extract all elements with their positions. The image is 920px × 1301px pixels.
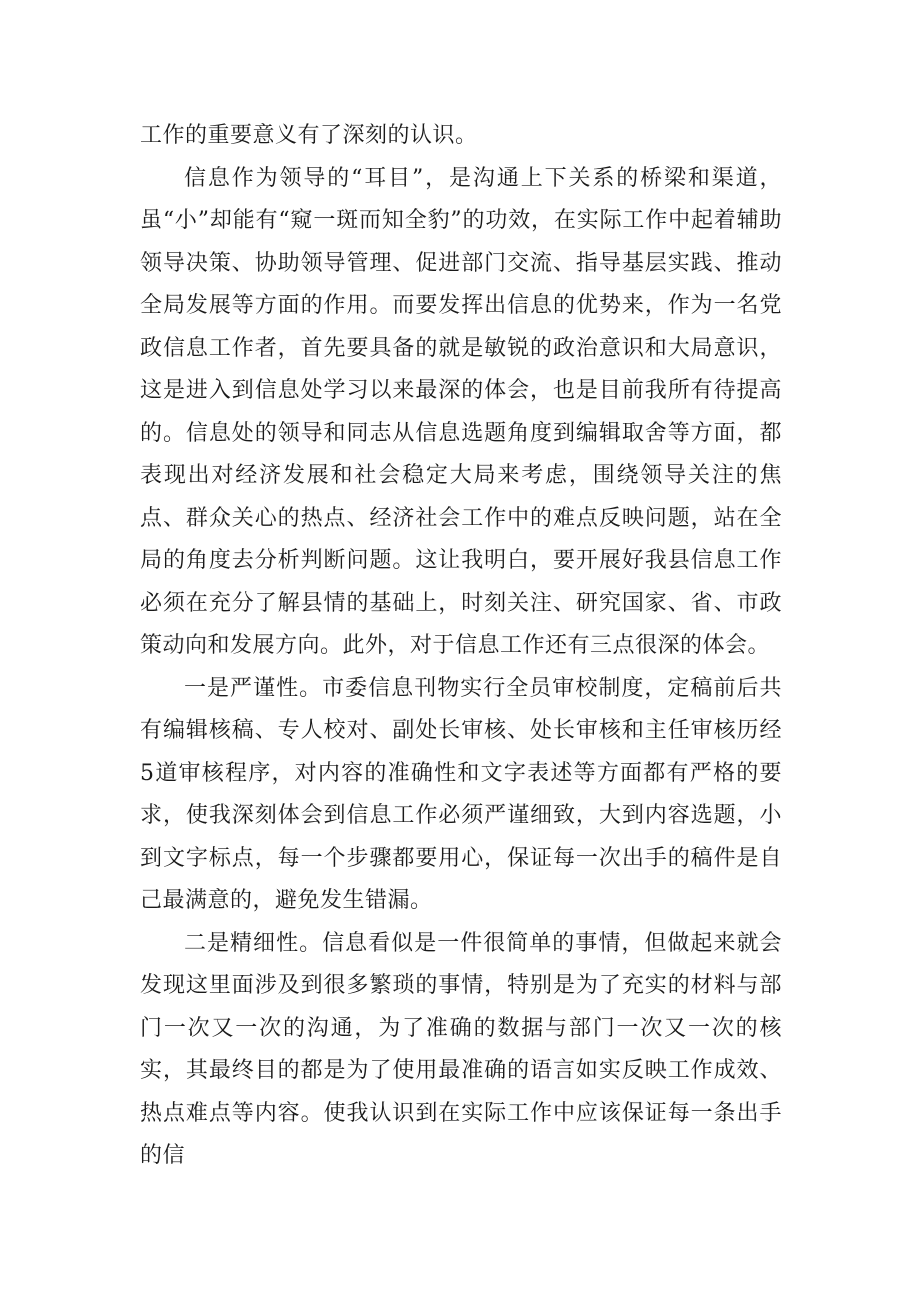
paragraph-information-role: 信息作为领导的“耳目”，是沟通上下关系的桥梁和渠道，虽“小”却能有“窥一斑而知全豹”的功效，在实际工作中起着辅助领导决策、协助领导管理、促进部门交流、指导基层实践、推动全局发展等方面的作用。而要发挥出信息的优势来，作为一名党政信息工作者，首先要具备的就是敏锐的政治意识和大局意识，这是进入到信息处学习以来最深的体会，也是目前我所有待提高的。信息处的领导和同志从信息选题角度到编辑取舍等方面，都表现出对经济发展和社会稳定大局来考虑，围绕领导关注的焦点、群众关心的热点、经济社会工作中的难点反映问题，站在全局的角度去分析判断问题。这让我明白，要开展好我县信息工作必须在充分了解县情的基础上，时刻关注、研究国家、省、市政策动向和发展方向。此外，对于信息工作还有三点很深的体会。 [140, 165, 782, 658]
paragraph-precision: 二是精细性。信息看似是一件很简单的事情，但做起来就会发现这里面涉及到很多繁琐的事情，特别是为了充实的材料与部门一次又一次的沟通，为了准确的数据与部门一次又一次的核实，其最终目的都是为了使用最准确的语言如实反映工作成效、热点难点等内容。使我认识到在实际工作中应该保证每一条出手的信 [140, 930, 782, 1168]
document-page [140, 115, 782, 1178]
paragraph-rigor: 一是严谨性。市委信息刊物实行全员审校制度，定稿前后共有编辑核稿、专人校对、副处长审核、处长审核和主任审核历经5道审核程序，对内容的准确性和文字表述等方面都有严格的要求，使我深刻体会到信息工作必须严谨细致，大到内容选题，小到文字标点，每一个步骤都要用心，保证每一次出手的稿件是自己最满意的，避免发生错漏。 [140, 675, 782, 913]
paragraph-intro-continuation: 工作的重要意义有了深刻的认识。 [140, 123, 478, 148]
